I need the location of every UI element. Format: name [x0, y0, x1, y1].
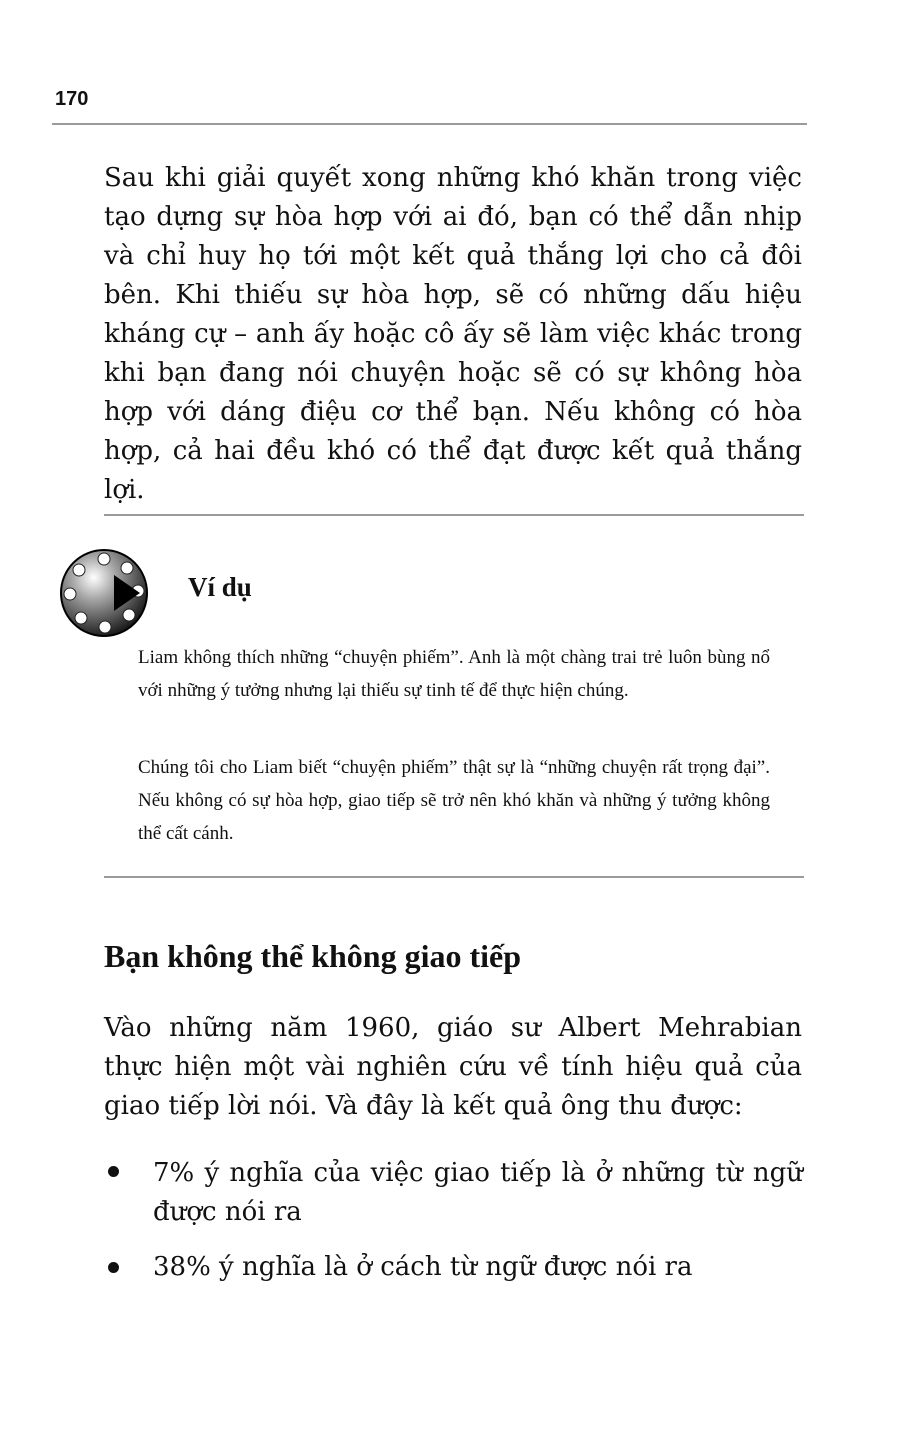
- header-divider: [52, 123, 807, 125]
- film-reel-play-icon: [58, 547, 150, 639]
- example-top-divider: [104, 514, 804, 516]
- bullet-marker: [108, 1262, 119, 1273]
- section-heading: Bạn không thể không giao tiếp: [104, 938, 522, 974]
- example-paragraph: Chúng tôi cho Liam biết “chuyện phiếm” thật sự là “những chuyện rất trọng đại”. Nếu không có sự hòa hợp, giao tiếp sẽ trở nên khó khăn và những ý tưởng không thể cất cánh.: [138, 757, 770, 844]
- example-paragraph: Liam không thích những “chuyện phiếm”. Anh là một chàng trai trẻ luôn bùng nổ với những ý tưởng nhưng lại thiếu sự tinh tế để thực hiện chúng.: [138, 647, 770, 701]
- example-bottom-divider: [104, 876, 804, 878]
- example-label: Ví dụ: [188, 572, 252, 602]
- intro-paragraph: Sau khi giải quyết xong những khó khăn trong việc tạo dựng sự hòa hợp với ai đó, bạn có thể dẫn nhịp và chỉ huy họ tới một kết quả thắng lợi cho cả đôi bên. Khi thiếu sự hòa hợp, sẽ có những dấu hiệu kháng cự – anh ấy hoặc cô ấy sẽ làm việc khác trong khi bạn đang nói chuyện hoặc sẽ có sự không hòa hợp với dáng điệu cơ thể bạn. Nếu không có hòa hợp, cả hai đều khó có thể đạt được kết quả thắng lợi.: [104, 163, 802, 505]
- page-number: 170: [55, 88, 89, 110]
- bullet-item: 7% ý nghĩa của việc giao tiếp là ở những từ ngữ được nói ra: [153, 1158, 803, 1227]
- section-paragraph: Vào những năm 1960, giáo sư Albert Mehrabian thực hiện một vài nghiên cứu về tính hiệu quả của giao tiếp lời nói. Và đây là kết quả ông thu được:: [104, 1013, 802, 1121]
- bullet-marker: [108, 1166, 119, 1177]
- bullet-item: 38% ý nghĩa là ở cách từ ngữ được nói ra: [153, 1252, 693, 1282]
